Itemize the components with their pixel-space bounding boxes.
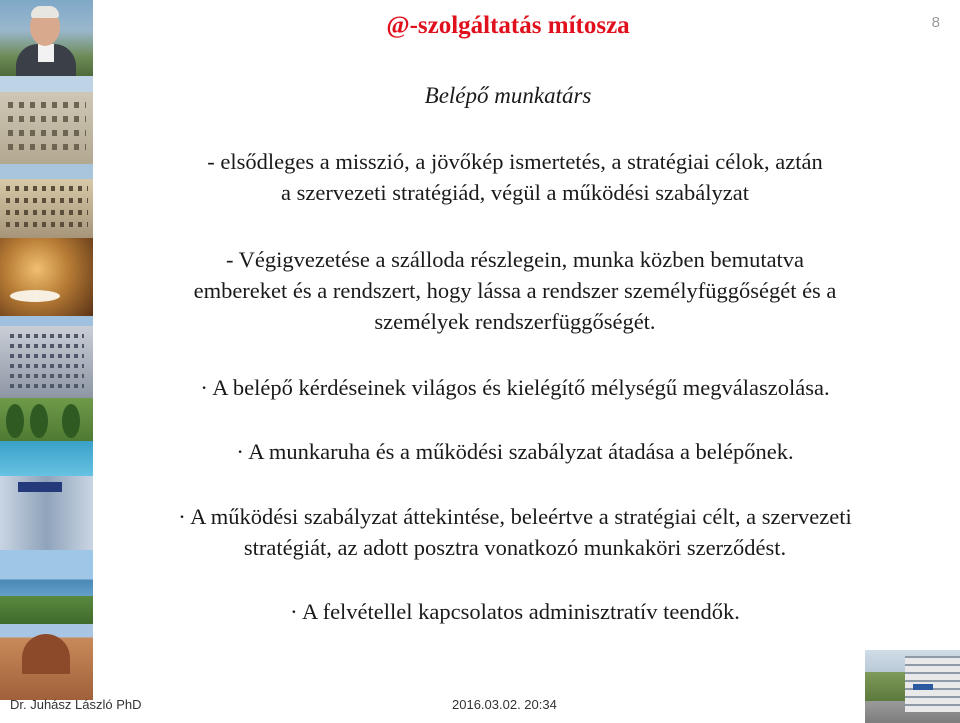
- paragraph-tour: [110, 244, 920, 337]
- footer-date: 2016.03.02. 20:34: [452, 697, 557, 712]
- photo-strip: [0, 0, 93, 700]
- paragraph-line: · A munkaruha és a működési szabályzat átadása a belépőnek.: [236, 439, 794, 464]
- slide-subtitle: Belépő munkatárs: [424, 83, 592, 108]
- footer-author: Dr. Juhász László PhD: [10, 697, 142, 712]
- paragraph-line: · A felvétellel kapcsolatos adminisztratív teendők.: [290, 599, 740, 624]
- page-number: 8: [931, 14, 940, 31]
- paragraph-line: személyek rendszerfüggőségét.: [374, 309, 656, 334]
- hotel-photo-3: [0, 316, 93, 398]
- paragraph-line: stratégiát, az adott posztra vonatkozó munkaköri szerződést.: [243, 535, 787, 560]
- paragraph-uniform: [110, 436, 920, 467]
- paragraph-line: embereket és a rendszert, hogy lássa a rendszer személyfüggőségét és a: [193, 278, 837, 303]
- hotel-photo-1: [0, 76, 93, 164]
- hotel-corner-photo: [865, 650, 960, 723]
- slide-title: @-szolgáltatás mítosza: [386, 12, 630, 39]
- novotel-photo: [0, 476, 93, 550]
- paragraph-mission: [110, 146, 920, 208]
- paragraph-line: - elsődleges a misszió, a jövőkép ismertetés, a stratégiai célok, aztán: [207, 149, 823, 174]
- paragraph-questions: [110, 372, 920, 403]
- paragraph-line: - Végigvezetése a szálloda részlegein, munka közben bemutatva: [225, 247, 805, 272]
- hotel-photo-4: [0, 624, 93, 700]
- paragraph-line: · A belépő kérdéseinek világos és kielégítő mélységű megválaszolása.: [200, 375, 830, 400]
- seaside-photo: [0, 550, 93, 624]
- restaurant-photo: [0, 238, 93, 316]
- paragraph-line: · A működési szabályzat áttekintése, beleértve a stratégiai célt, a szervezeti: [178, 504, 852, 529]
- paragraph-line: a szervezeti stratégiád, végül a működési szabályzat: [281, 180, 749, 205]
- hotel-photo-2: [0, 164, 93, 238]
- paragraph-rules-review: [110, 501, 920, 563]
- portrait-photo: [0, 0, 93, 76]
- paragraph-admin: [110, 596, 920, 627]
- pool-photo: [0, 398, 93, 476]
